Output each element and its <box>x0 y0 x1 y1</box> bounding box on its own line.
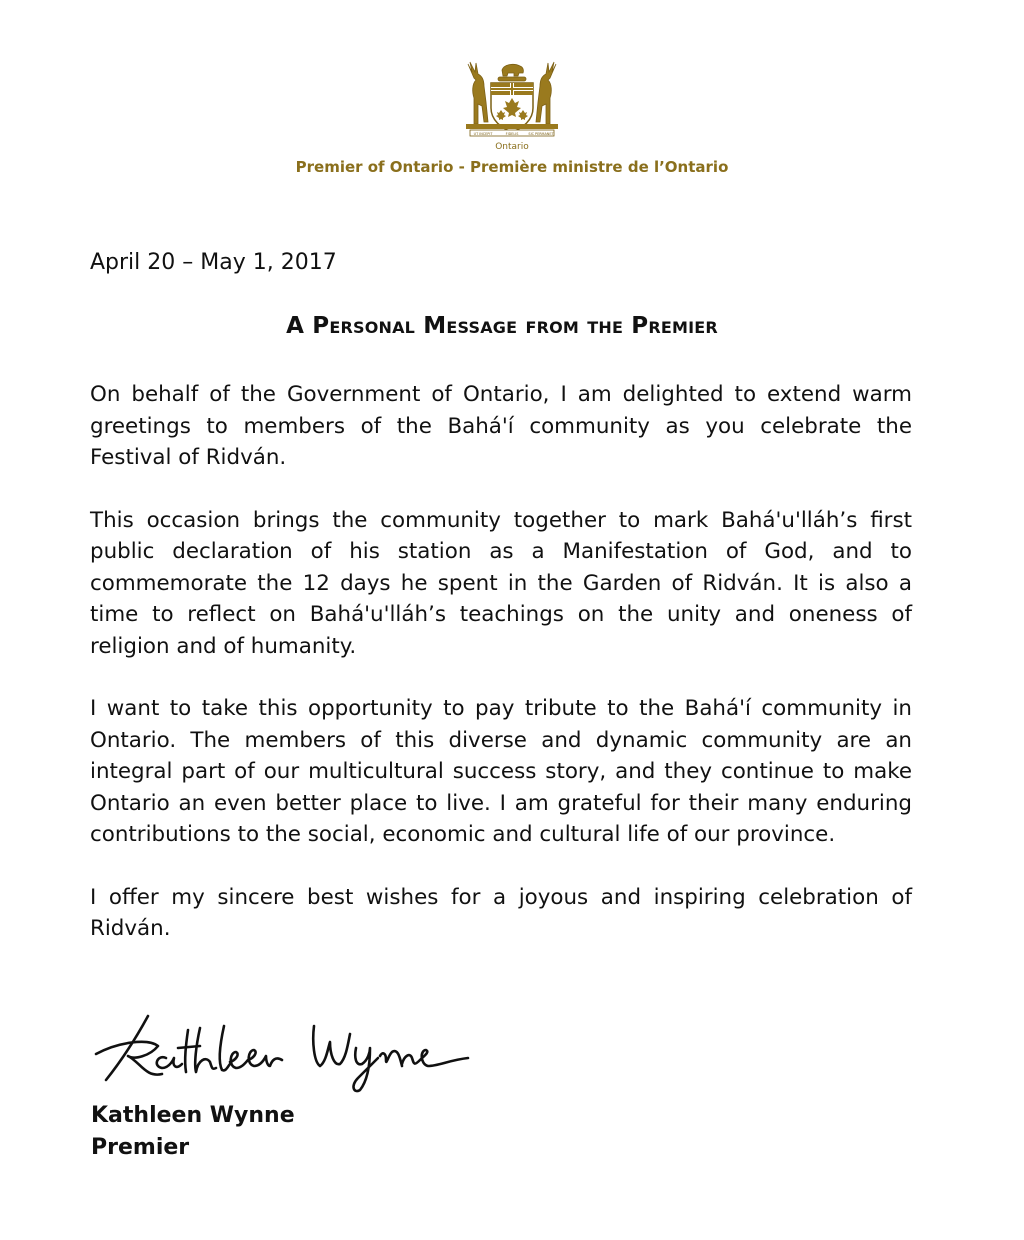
motto-left-text: UT INCEPIT <box>473 132 493 136</box>
handwritten-signature <box>88 1008 488 1096</box>
crest-ontario-label: Ontario <box>495 142 529 152</box>
signer-title: Premier <box>91 1135 190 1160</box>
letterhead <box>0 58 1024 176</box>
office-title: Premier of Ontario - Première ministre de l’Ontario <box>295 158 729 176</box>
letter-date: April 20 – May 1, 2017 <box>90 250 337 275</box>
motto-right-text: SIC PERMANET <box>528 132 554 136</box>
signer-name: Kathleen Wynne <box>91 1103 295 1128</box>
motto-center-text: FIDELIS <box>505 132 519 136</box>
paragraph-4: I offer my sincere best wishes for a joyous and inspiring celebration of Ridván. <box>90 884 912 941</box>
paragraph-1: On behalf of the Government of Ontario, I am delighted to extend warm greetings to members of the Bahá'í community as you celebrate the Festival of Ridván. <box>90 382 912 470</box>
ontario-coat-of-arms-logo <box>462 58 562 154</box>
letter-title: A Personal Message from the Premier <box>286 313 718 339</box>
paragraph-2: This occasion brings the community together to mark Bahá'u'lláh’s first public declaration of his station as a Manifestation of God, and to commemorate the 12 days he spent in the Garden of Ridván. It is also a time to reflect on Bahá'u'lláh’s teachings on the unity and oneness of religion and of humanity. <box>90 507 912 659</box>
paragraph-3: I want to take this opportunity to pay tribute to the Bahá'í community in Ontario. The members of this diverse and dynamic community are an integral part of our multicultural success story, and they continue to make Ontario an even better place to live. I am grateful for their many enduring contributions to the social, economic and cultural life of our province. <box>90 696 912 847</box>
letter-body <box>90 379 912 976</box>
